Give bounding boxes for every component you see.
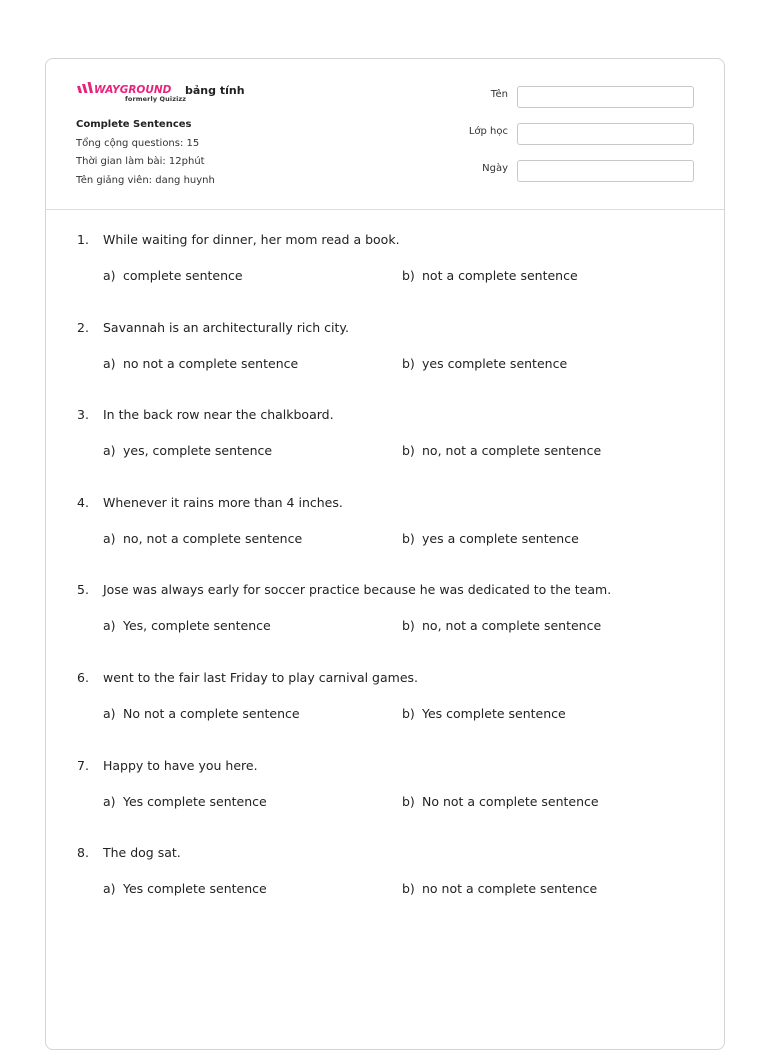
brand-wordmark: WAYGROUND: [94, 84, 172, 96]
teacher-name: Tên giảng viên: dang huynh: [76, 174, 215, 186]
option-letter: b): [402, 268, 415, 283]
question-text: Whenever it rains more than 4 inches.: [103, 495, 343, 510]
question-text: Jose was always early for soccer practice because he was dedicated to the team.: [103, 582, 612, 597]
option-letter: b): [402, 794, 415, 809]
option-b[interactable]: [402, 618, 601, 633]
question-text: Savannah is an architecturally rich city.: [103, 320, 349, 335]
option-letter: b): [402, 356, 415, 371]
option-letter: a): [103, 443, 116, 458]
option-text: Yes complete sentence: [123, 794, 267, 809]
option-letter: b): [402, 706, 415, 721]
option-text: yes complete sentence: [422, 356, 568, 371]
option-letter: a): [103, 531, 116, 546]
option-b[interactable]: [402, 531, 579, 546]
option-b[interactable]: [402, 356, 567, 371]
worksheet-page: [45, 58, 725, 1050]
option-text: no, not a complete sentence: [123, 531, 303, 546]
option-a[interactable]: [103, 881, 267, 896]
option-a[interactable]: [103, 706, 300, 721]
option-text: no, not a complete sentence: [422, 618, 602, 633]
question-number: 4.: [77, 495, 89, 510]
option-letter: a): [103, 794, 116, 809]
option-a[interactable]: [103, 618, 271, 633]
option-text: No not a complete sentence: [422, 794, 599, 809]
option-a[interactable]: [103, 794, 267, 809]
option-a[interactable]: [103, 531, 302, 546]
question-text: While waiting for dinner, her mom read a book.: [103, 232, 400, 247]
option-text: yes a complete sentence: [422, 531, 579, 546]
option-letter: b): [402, 881, 415, 896]
option-letter: b): [402, 443, 415, 458]
option-text: no, not a complete sentence: [422, 443, 602, 458]
worksheet-title: Complete Sentences: [76, 119, 192, 130]
class-field-label: Lớp học: [468, 126, 508, 137]
question-number: 5.: [77, 582, 89, 597]
option-letter: b): [402, 531, 415, 546]
date-field-label: Ngày: [482, 163, 508, 174]
option-text: Yes, complete sentence: [123, 618, 271, 633]
option-letter: a): [103, 268, 116, 283]
option-letter: a): [103, 356, 116, 371]
option-b[interactable]: [402, 706, 566, 721]
brand-subtitle: formerly Quizizz: [125, 95, 187, 103]
option-text: not a complete sentence: [422, 268, 578, 283]
option-text: Yes complete sentence: [123, 881, 267, 896]
time-limit: Thời gian làm bài: 12phút: [76, 156, 205, 167]
option-text: No not a complete sentence: [123, 706, 300, 721]
question-number: 2.: [77, 320, 89, 335]
logo-mark-icon: [77, 82, 93, 93]
question-number: 1.: [77, 232, 89, 247]
date-field[interactable]: [517, 160, 694, 182]
option-b[interactable]: [402, 794, 599, 809]
total-questions: Tổng cộng questions: 15: [76, 137, 200, 149]
name-field-label: Tên: [490, 89, 508, 100]
option-letter: a): [103, 618, 116, 633]
question-number: 3.: [77, 407, 89, 422]
name-field[interactable]: [517, 86, 694, 108]
worksheet-meta: [76, 116, 215, 190]
question-number: 6.: [77, 670, 89, 685]
option-letter: a): [103, 706, 116, 721]
sheet-type-label: bảng tính: [185, 84, 245, 97]
option-b[interactable]: [402, 881, 597, 896]
option-a[interactable]: [103, 443, 272, 458]
question-text: Happy to have you here.: [103, 758, 258, 773]
option-a[interactable]: [103, 268, 243, 283]
question-text: The dog sat.: [103, 845, 181, 860]
option-text: Yes complete sentence: [422, 706, 566, 721]
option-text: no not a complete sentence: [422, 881, 598, 896]
option-text: no not a complete sentence: [123, 356, 299, 371]
option-text: complete sentence: [123, 268, 243, 283]
option-text: yes, complete sentence: [123, 443, 273, 458]
option-b[interactable]: [402, 268, 578, 283]
class-field[interactable]: [517, 123, 694, 145]
question-number: 8.: [77, 845, 89, 860]
question-number: 7.: [77, 758, 89, 773]
option-letter: b): [402, 618, 415, 633]
option-letter: a): [103, 881, 116, 896]
option-b[interactable]: [402, 443, 601, 458]
question-text: went to the fair last Friday to play carnival games.: [103, 670, 419, 685]
option-a[interactable]: [103, 356, 298, 371]
worksheet-header: [46, 59, 724, 210]
question-text: In the back row near the chalkboard.: [103, 407, 334, 422]
